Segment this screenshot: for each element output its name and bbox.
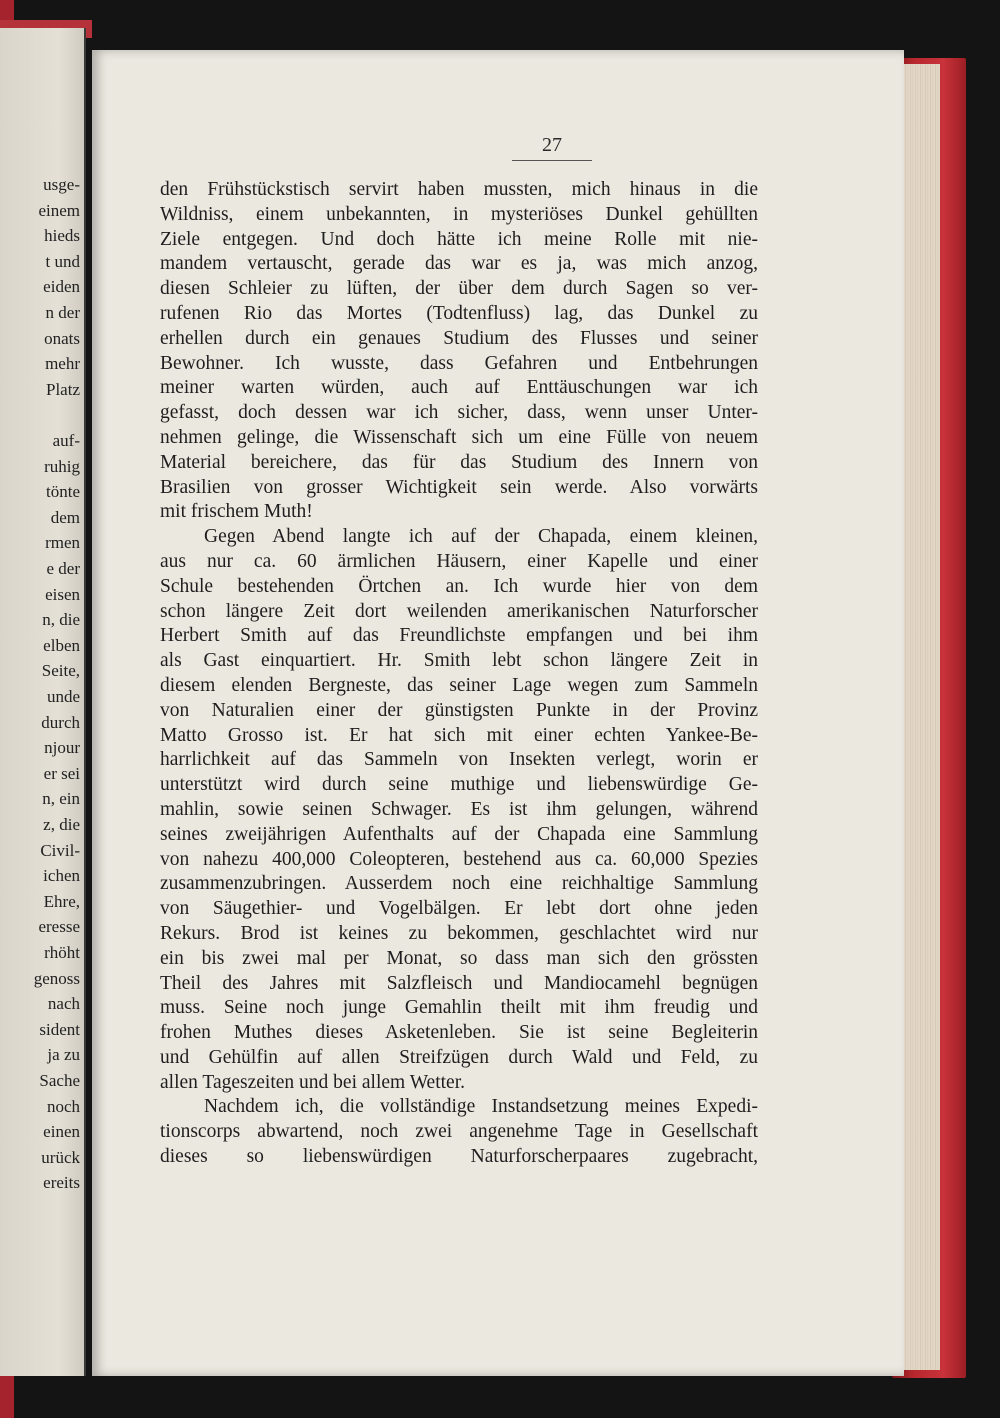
left-page-fragment: njour xyxy=(44,738,80,758)
left-page-fragment: dem xyxy=(50,507,80,527)
text-line: schon längere Zeit dort weilenden amerikanischen Naturforscher xyxy=(160,600,758,622)
left-page-fragment: elben xyxy=(43,635,80,655)
text-line: nehmen gelinge, die Wissenschaft sich um eine Fülle von neuem xyxy=(160,426,758,448)
text-line: aus nur ca. 60 ärmlichen Häusern, einer Kapelle und einer xyxy=(160,550,758,572)
paragraph xyxy=(160,525,758,1095)
left-page-fragment: Seite, xyxy=(41,661,80,681)
left-page-fragment: tönte xyxy=(46,482,80,502)
text-line: allen Tageszeiten und bei allem Wetter. xyxy=(160,1071,465,1093)
left-page-fragment: n, die xyxy=(42,610,80,630)
page-number: 27 xyxy=(542,134,562,156)
left-page-fragment: urück xyxy=(41,1147,80,1167)
text-line: Material bereichere, das für das Studium des Innern von xyxy=(160,451,758,473)
left-page-fragment: sident xyxy=(39,1019,80,1039)
left-page-fragment: Sache xyxy=(39,1071,80,1090)
text-line: Matto Grosso ist. Er hat sich mit einer echten Yankee-Be- xyxy=(160,724,758,746)
text-line: seines zweijährigen Aufenthalts auf der Chapada eine Sammlung xyxy=(160,823,758,845)
paragraph xyxy=(160,1095,758,1169)
left-page-fragment: nach xyxy=(47,994,80,1014)
text-line: ein bis zwei mal per Monat, so dass man sich den grössten xyxy=(160,947,758,969)
text-line: dieses so liebenswürdigen Naturforscherpaares zugebracht, xyxy=(160,1146,758,1168)
previous-page-edge xyxy=(0,28,86,1376)
text-line: Brasilien von grosser Wichtigkeit sein werde. Also vorwärts xyxy=(160,476,758,498)
text-line: unterstützt wird durch seine muthige und liebenswürdige Ge- xyxy=(160,774,758,796)
left-page-fragment: n, ein xyxy=(42,789,80,809)
text-line: Schule bestehenden Örtchen an. Ich wurde hier von dem xyxy=(160,575,758,597)
left-page-fragment: auf- xyxy=(52,431,80,450)
page-number-rule xyxy=(512,160,592,161)
left-page-fragment: ruhig xyxy=(44,456,80,476)
text-line: gefasst, doch dessen war ich sicher, dass, wenn unser Unter- xyxy=(160,402,758,424)
left-page-fragment: onats xyxy=(44,328,80,348)
left-page-fragment: Civil- xyxy=(40,840,80,860)
body-text xyxy=(160,178,758,1170)
left-page-fragment: rmen xyxy=(45,533,80,553)
left-page-fragment: einen xyxy=(43,1122,80,1142)
left-page-fragment: hieds xyxy=(44,226,80,246)
left-page-fragment: genoss xyxy=(33,968,80,988)
left-page-fragment: t und xyxy=(45,251,80,271)
left-page-fragment: eresse xyxy=(38,917,80,937)
text-line: von Säugethier- und Vogelbälgen. Er lebt dort ohne jeden xyxy=(160,898,758,920)
text-line: mandem vertauscht, gerade das war es ja, was mich anzog, xyxy=(160,253,758,275)
text-line: mit frischem Muth! xyxy=(160,501,313,523)
text-line: meiner warten würden, auch auf Enttäuschungen war ich xyxy=(160,377,758,399)
text-line: den Frühstückstisch servirt haben mussten, mich hinaus in die xyxy=(160,179,758,200)
left-page-fragment: ichen xyxy=(43,866,80,886)
left-page-fragment: er sei xyxy=(43,763,80,783)
left-page-fragment: e der xyxy=(46,559,80,578)
text-line: muss. Seine noch junge Gemahlin theilt mit ihm freudig und xyxy=(160,997,758,1019)
left-page-fragment: rhöht xyxy=(44,943,80,962)
left-page-fragment: Ehre, xyxy=(43,891,80,911)
text-line: Gegen Abend langte ich auf der Chapada, einem kleinen, xyxy=(204,526,758,548)
text-line: Wildniss, einem unbekannten, in mysteriöses Dunkel gehüllten xyxy=(160,203,758,225)
left-page-fragment: eisen xyxy=(45,584,80,604)
text-line: Rekurs. Brod ist keines zu bekommen, geschlachtet wird nur xyxy=(160,922,758,944)
left-page-fragment: ereits xyxy=(43,1173,80,1193)
text-line: von nahezu 400,000 Coleopteren, bestehend aus ca. 60,000 Spezies xyxy=(160,848,758,870)
text-line: frohen Muthes dieses Asketenleben. Sie ist seine Begleiterin xyxy=(160,1022,758,1044)
left-page-fragment: n der xyxy=(45,303,80,322)
text-line: Bewohner. Ich wusste, dass Gefahren und Entbehrungen xyxy=(160,352,758,374)
left-page-fragment: usge- xyxy=(43,175,80,194)
left-page-fragment: z, die xyxy=(43,815,80,834)
left-page-fragment: einem xyxy=(38,200,80,220)
left-page-fragment: Platz xyxy=(46,379,80,399)
text-line: Herbert Smith auf das Freundlichste empfangen und bei ihm xyxy=(160,625,758,647)
text-line: rufenen Rio das Mortes (Todtenfluss) lag, das Dunkel zu xyxy=(160,302,758,324)
text-line: Theil des Jahres mit Salzfleisch und Mandiocamehl begnügen xyxy=(160,972,758,994)
left-page-fragment: eiden xyxy=(43,277,80,297)
book-page xyxy=(92,50,904,1376)
text-line: tionscorps abwartend, noch zwei angenehme Tage in Gesellschaft xyxy=(160,1121,758,1143)
text-line: Ziele entgegen. Und doch hätte ich meine Rolle mit nie- xyxy=(160,228,758,250)
text-line: harrlichkeit auf das Sammeln von Insekten verlegt, worin er xyxy=(160,749,758,771)
paragraph xyxy=(160,178,758,525)
text-line: und Gehülfin auf allen Streifzügen durch Wald und Feld, zu xyxy=(160,1046,758,1068)
text-line: diesen Schleier zu lüften, der über dem durch Sagen so ver- xyxy=(160,278,758,300)
left-page-fragment: mehr xyxy=(45,354,80,374)
text-line: erhellen durch ein genaues Studium des Flusses und seiner xyxy=(160,327,758,349)
text-line: Nachdem ich, die vollständige Instandsetzung meines Expedi- xyxy=(204,1096,758,1118)
left-page-fragment: ja zu xyxy=(47,1045,80,1065)
text-line: als Gast einquartiert. Hr. Smith lebt schon längere Zeit in xyxy=(160,650,758,672)
left-page-fragment: durch xyxy=(41,712,80,732)
text-line: diesem elenden Bergneste, das seiner Lage wegen zum Sammeln xyxy=(160,674,758,696)
text-line: von Naturalien einer der günstigsten Punkte in der Provinz xyxy=(160,699,758,721)
text-line: zusammenzubringen. Ausserdem noch eine reichhaltige Sammlung xyxy=(160,873,758,895)
left-page-fragment: noch xyxy=(46,1096,80,1116)
text-line: mahlin, sowie seinen Schwager. Es ist ihm gelungen, während xyxy=(160,798,758,820)
left-page-fragment: unde xyxy=(46,687,80,706)
